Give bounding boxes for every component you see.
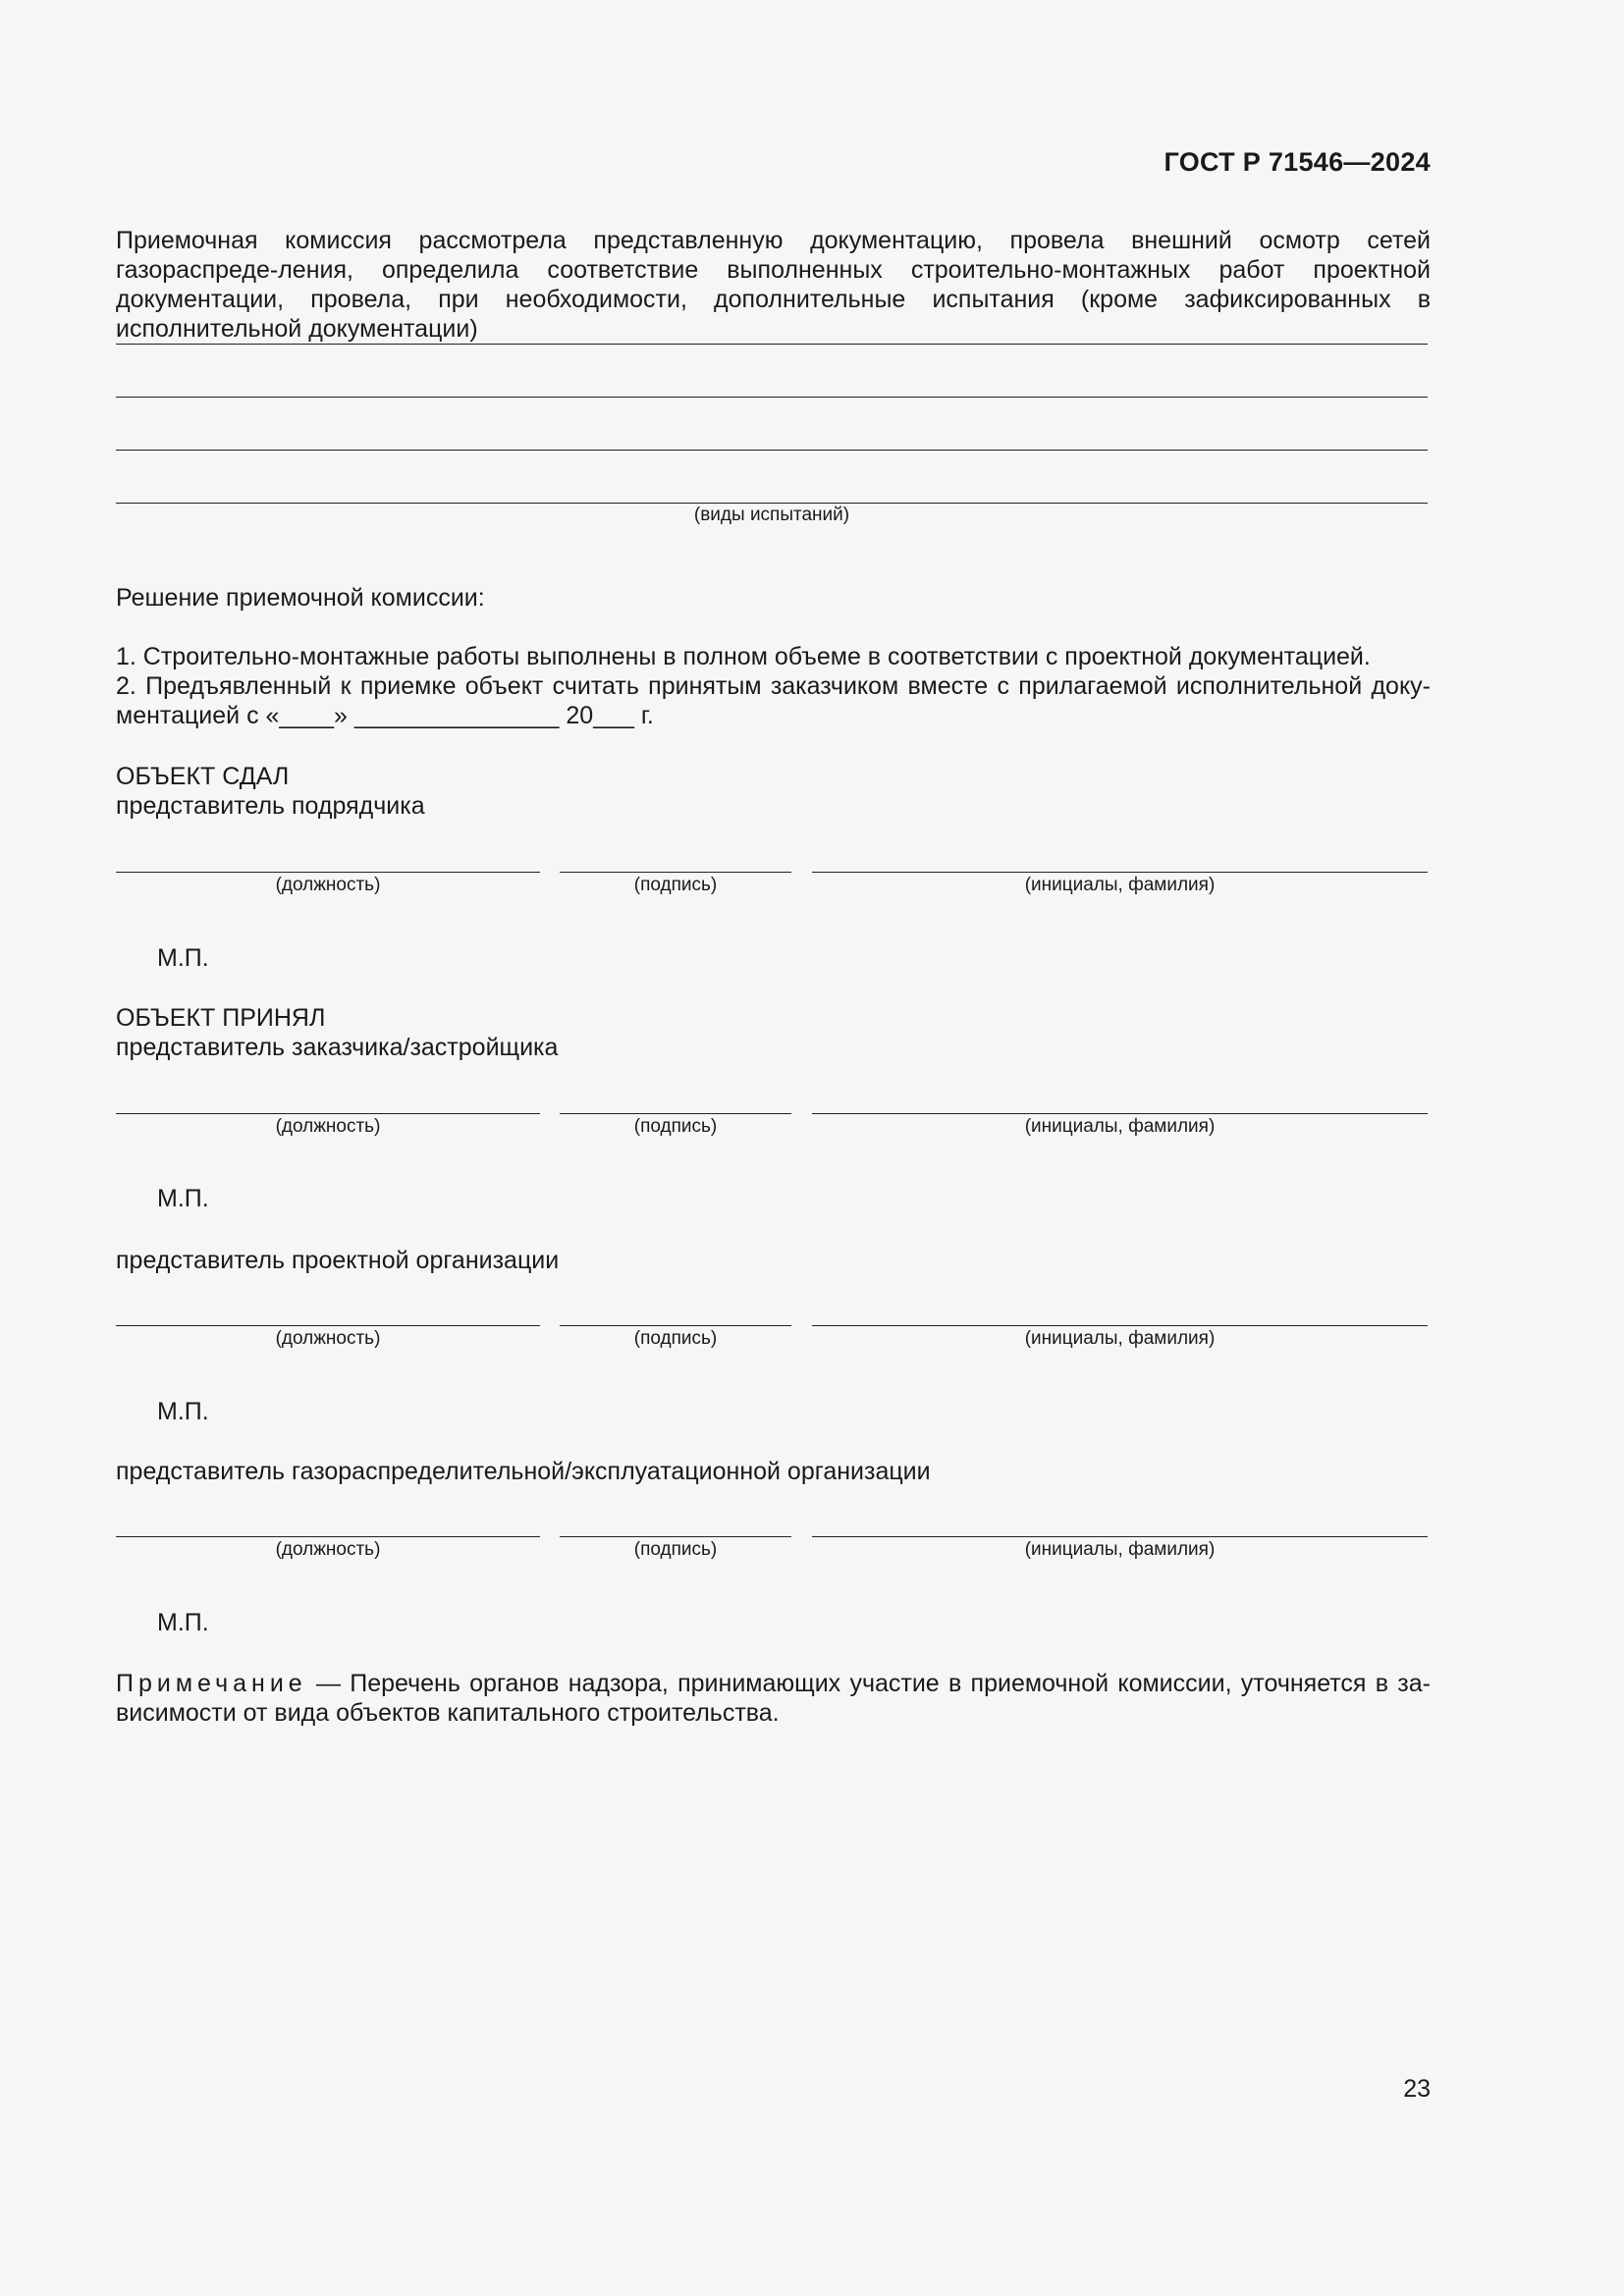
position-line — [116, 1113, 540, 1114]
tests-line-2 — [116, 397, 1428, 398]
name-line — [812, 1536, 1428, 1537]
position-caption: (должность) — [275, 1328, 381, 1349]
name-line — [812, 1113, 1428, 1114]
signature-caption: (подпись) — [633, 1116, 718, 1137]
signature-caption: (подпись) — [633, 1328, 718, 1349]
signature-line — [560, 1536, 791, 1537]
position-caption: (должность) — [275, 1116, 381, 1137]
seal-mark: М.П. — [157, 1185, 209, 1212]
name-caption: (инициалы, фамилия) — [1024, 875, 1216, 895]
seal-mark: М.П. — [157, 1398, 209, 1425]
name-caption: (инициалы, фамилия) — [1024, 1539, 1216, 1560]
seal-mark: М.П. — [157, 944, 209, 972]
accepted-title: ОБЪЕКТ ПРИНЯЛ — [116, 1004, 326, 1032]
seal-mark: М.П. — [157, 1609, 209, 1636]
signature-line — [560, 1325, 791, 1326]
position-line — [116, 1536, 540, 1537]
position-line — [116, 872, 540, 873]
customer-representative: представитель заказчика/застройщика — [116, 1034, 559, 1061]
note-label: Примечание — [116, 1670, 307, 1697]
position-caption: (должность) — [275, 1539, 381, 1560]
document-header: ГОСТ Р 71546—2024 — [1164, 147, 1431, 177]
signature-caption: (подпись) — [633, 875, 718, 895]
signature-line — [560, 872, 791, 873]
tests-line-4 — [116, 503, 1428, 504]
name-caption: (инициалы, фамилия) — [1024, 1328, 1216, 1349]
gas-org-representative: представитель газораспределительной/эксплуатационной организации — [116, 1458, 931, 1485]
note-text: — Перечень органов надзора, принимающих участие в приемочной комиссии, уточняется в за-висимости от вида объектов капитального строительства. — [116, 1670, 1431, 1727]
name-line — [812, 1325, 1428, 1326]
design-org-representative: представитель проектной организации — [116, 1247, 560, 1274]
name-caption: (инициалы, фамилия) — [1024, 1116, 1216, 1137]
intro-paragraph: Приемочная комиссия рассмотрела представленную документацию, провела внешний осмотр сетей газораспреде-ления, определила соответствие выполненных строительно-монтажных работ проектной документации, провела, при необходимости, дополнительные испытания (кроме зафиксированных в исполнительной документации) — [116, 227, 1431, 343]
tests-caption: (виды испытаний) — [693, 505, 850, 525]
contractor-representative: представитель подрядчика — [116, 792, 425, 820]
handed-over-title: ОБЪЕКТ СДАЛ — [116, 763, 290, 790]
signature-line — [560, 1113, 791, 1114]
position-caption: (должность) — [275, 875, 381, 895]
decision-title: Решение приемочной комиссии: — [116, 584, 485, 612]
page-number: 23 — [1403, 2075, 1431, 2103]
tests-line-1 — [116, 344, 1428, 345]
decision-item-2: 2. Предъявленный к приемке объект считать принятым заказчиком вместе с прилагаемой исполнительной доку-ментацией с «____» _______________ 20___ г. — [116, 672, 1431, 729]
signature-caption: (подпись) — [633, 1539, 718, 1560]
name-line — [812, 872, 1428, 873]
note — [116, 1669, 1431, 1728]
decision-item-1: 1. Строительно-монтажные работы выполнены в полном объеме в соответствии с проектной документацией. — [116, 643, 1371, 670]
tests-line-3 — [116, 450, 1428, 451]
position-line — [116, 1325, 540, 1326]
